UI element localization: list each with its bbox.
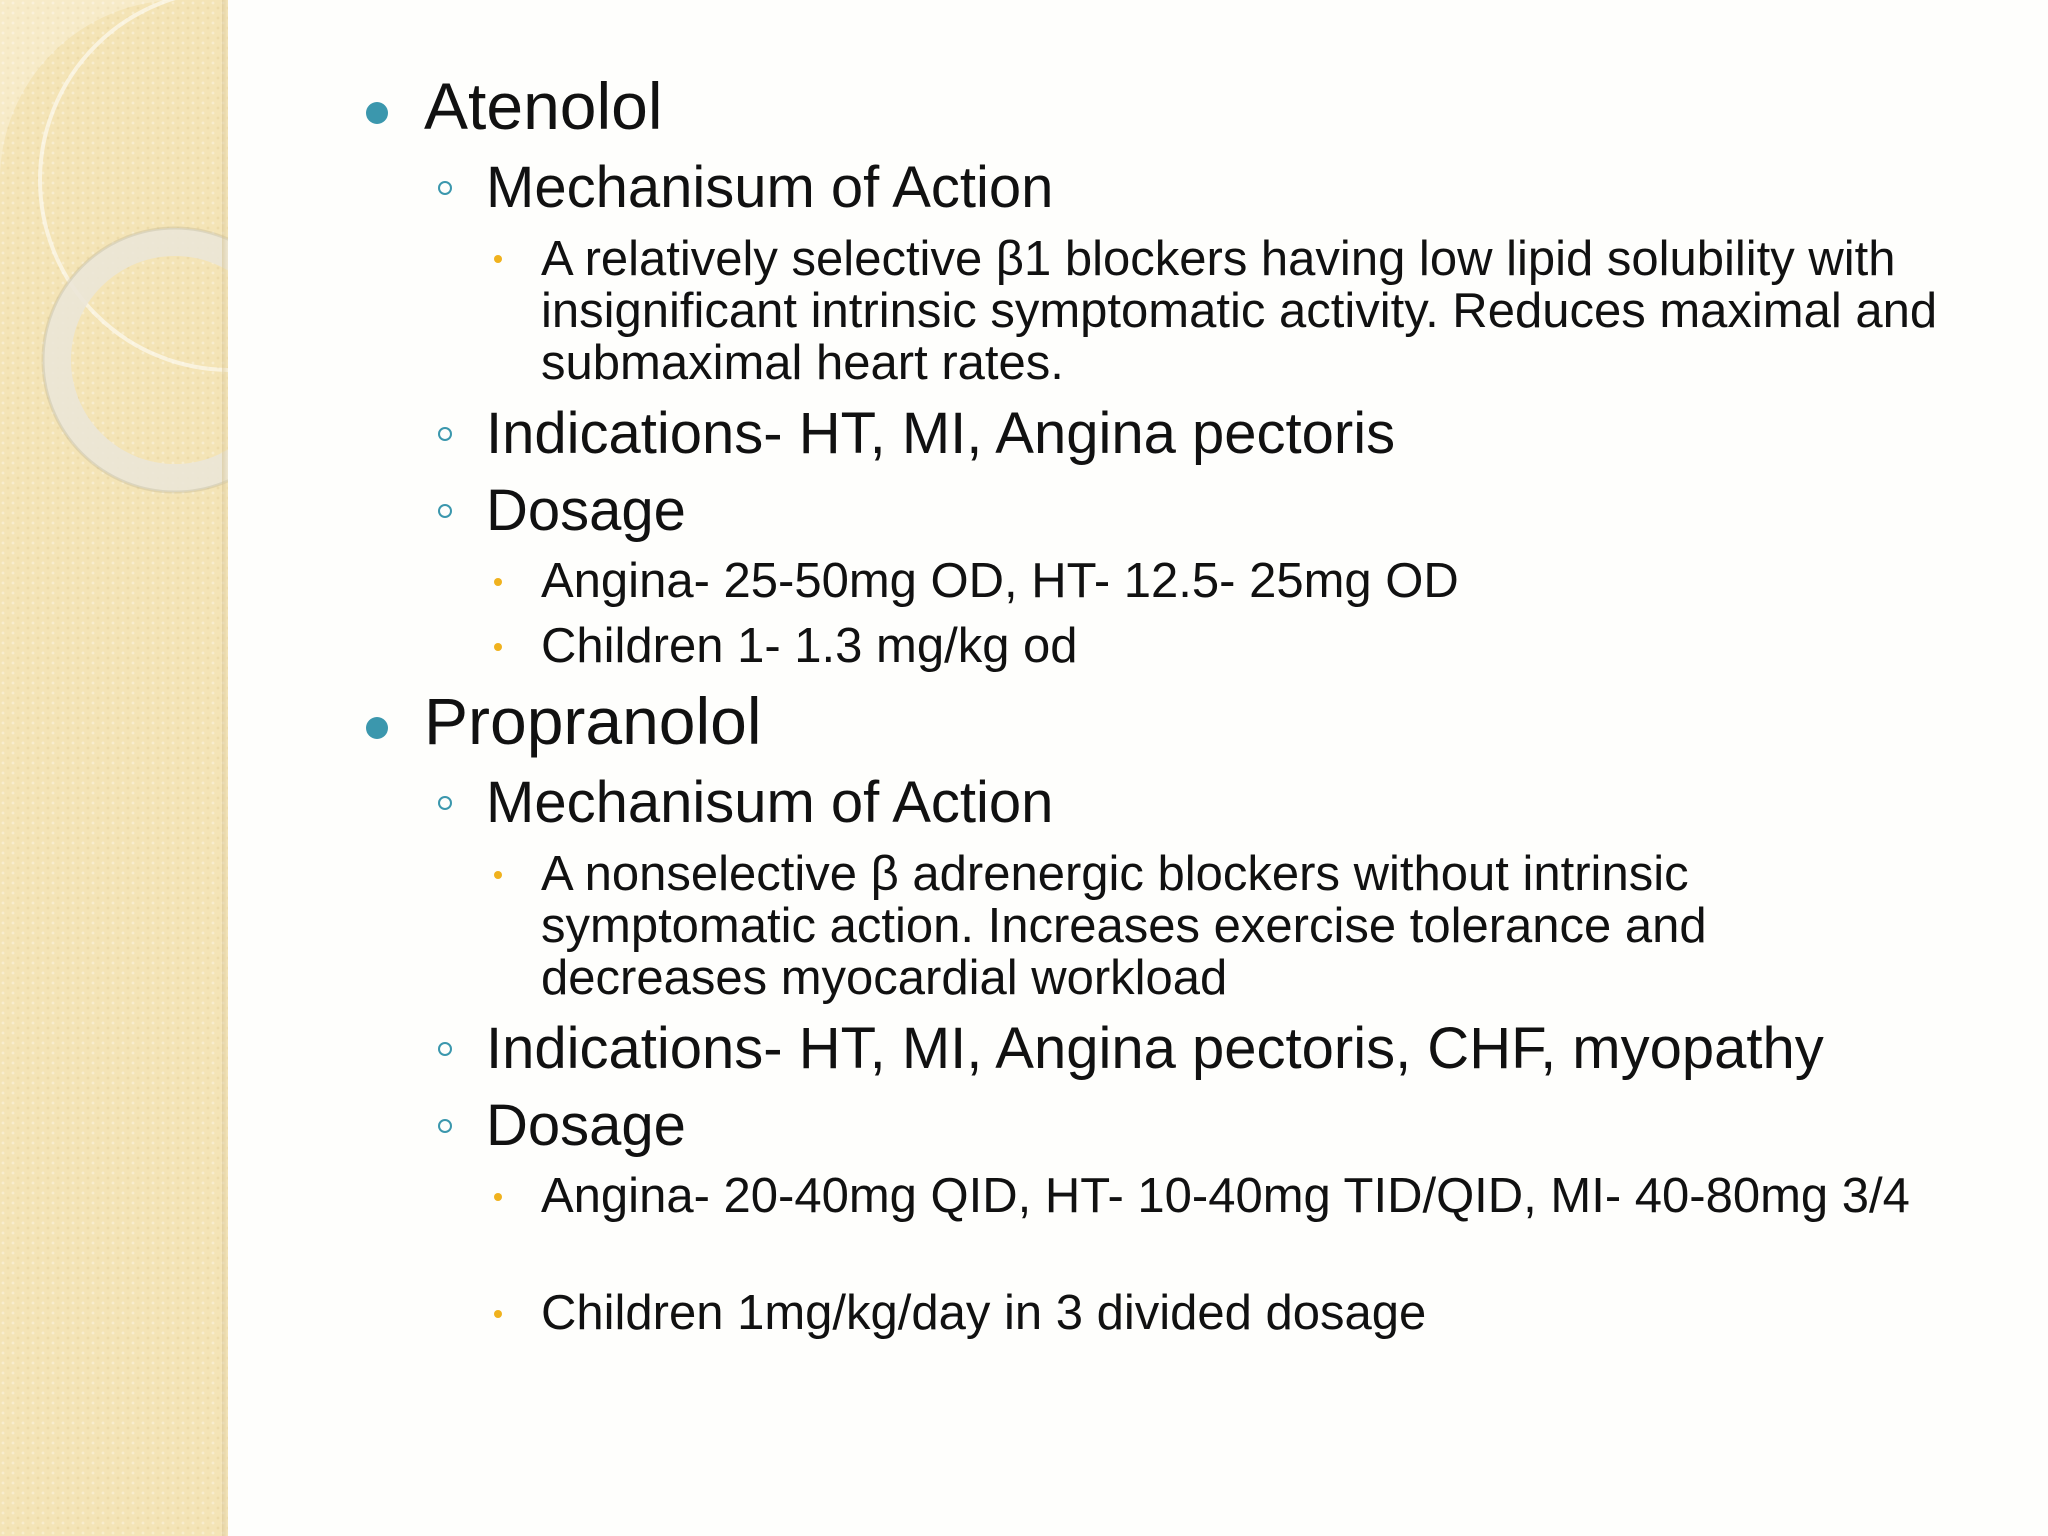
level2-bullet-icon	[438, 181, 452, 195]
dosage-item: Children 1mg/kg/day in 3 divided dosage	[541, 1286, 1427, 1340]
moa-text: A relatively selective β1 blockers having low lipid solubility with insignificant intrinsic symptomatic activity. Reduces maximal and submaximal heart rates.	[541, 232, 1938, 390]
indications: Indications- HT, MI, Angina pectoris	[486, 401, 1396, 466]
level2-bullet-icon	[438, 504, 452, 518]
moa-text: A nonselective β adrenergic blockers without intrinsic symptomatic action. Increases exercise tolerance and decreases myocardial workload	[541, 847, 1707, 1005]
level3-bullet-icon	[494, 1193, 502, 1201]
dosage-heading: Dosage	[486, 478, 686, 543]
level2-bullet-icon	[438, 1119, 452, 1133]
dosage-item: Angina- 25-50mg OD, HT- 12.5- 25mg OD	[541, 554, 1459, 608]
level3-bullet-icon	[494, 578, 502, 586]
dosage-heading: Dosage	[486, 1093, 686, 1158]
level1-bullet-icon	[366, 717, 388, 739]
level2-bullet-icon	[438, 427, 452, 441]
dosage-item: Angina- 20-40mg QID, HT- 10-40mg TID/QID, MI- 40-80mg 3/4	[541, 1169, 1910, 1223]
level3-bullet-icon	[494, 1310, 502, 1318]
level1-bullet-icon	[366, 102, 388, 124]
dosage-item: Children 1- 1.3 mg/kg od	[541, 619, 1078, 673]
level3-bullet-icon	[494, 643, 502, 651]
moa-heading: Mechanisum of Action	[486, 155, 1054, 220]
level2-bullet-icon	[438, 796, 452, 810]
level3-bullet-icon	[494, 255, 502, 263]
level2-bullet-icon	[438, 1042, 452, 1056]
indications: Indications- HT, MI, Angina pectoris, CHF, myopathy	[486, 1016, 1824, 1081]
level3-bullet-icon	[494, 871, 502, 879]
drug-title-atenolol: Atenolol	[424, 69, 663, 143]
drug-title-propranolol: Propranolol	[424, 684, 762, 758]
moa-heading: Mechanisum of Action	[486, 770, 1054, 835]
